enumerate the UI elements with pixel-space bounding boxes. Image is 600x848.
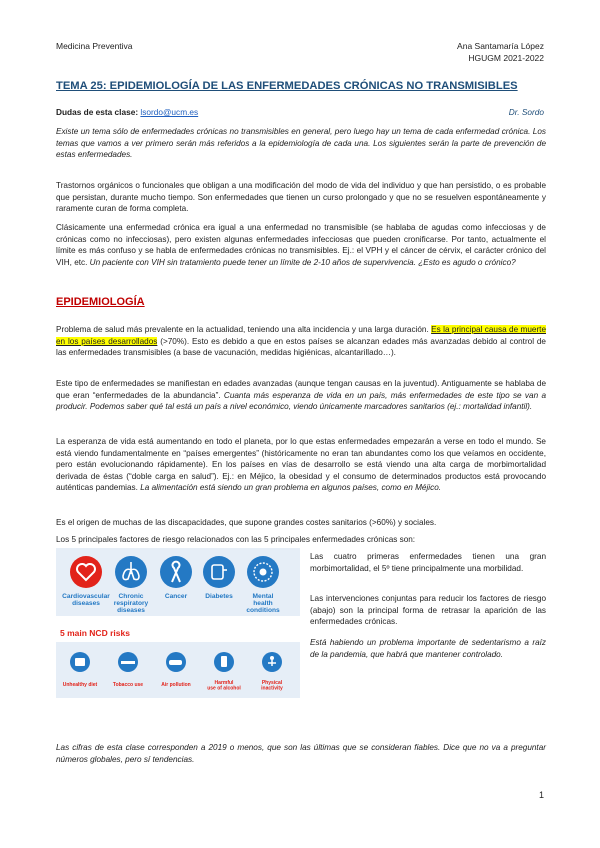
classic-paragraph <box>56 222 546 268</box>
risk-label-5: Physical <box>261 680 283 686</box>
epi1-text: Problema de salud más prevalente en la actualidad, teniendo una alta incidencia y una larga duración. <box>56 325 432 334</box>
risks-title: 5 main NCD risks <box>60 628 130 638</box>
header-hospital-year: HGUGM 2021-2022 <box>468 53 544 63</box>
closing-paragraph: Las cifras de esta clase corresponden a 2019 o menos, que son las últimas que se consideran fiables. Dice que no va a preguntar números globales, pero sí tendencias. <box>56 743 546 764</box>
intro-paragraph: Existe un tema sólo de enfermedades crónicas no transmisibles en general, pero luego hay un tema de cada enfermedad crónica. Los temas que vamos a ver primero serán más referidos a la epidemiología de cada una. Los siguientes serán la parte de prevención de estas enfermedades. <box>56 127 546 160</box>
classic-text: Clásicamente una enfermedad crónica era igual a una enfermedad no transmisible (se hablaba de agudas como infecciosas y de crónicas como no infecciosas), pero existen algunas enfermedades infecciosas que pueden cronificarse. Por tanto, actualmente el límite es más confuso y se habla de enfermedades crónicas no transmisibles. Ej.: el VPH y el cáncer de cérvix, el carácter crónico del VIH, etc. <box>56 223 546 267</box>
epi3-italic: La alimentación está siendo un gran problema en algunos países, como en Méjico. <box>140 483 442 493</box>
disease-label-1: Cardiovascular <box>62 593 110 600</box>
lungs-icon <box>115 556 147 588</box>
diabetes-meter-icon <box>203 556 235 588</box>
svg-text:Mentalhealthconditions: Mental health conditions <box>246 593 280 614</box>
highlighted-text: Es la principal causa de muerte en los países desarrollados <box>56 325 547 346</box>
svg-text:Harmfuluse of alcohol: Harmful use of alcohol <box>207 680 241 692</box>
mental-health-icon <box>247 556 279 588</box>
header-author-name: Ana Santamaría López <box>457 41 544 51</box>
disease-label-4: Diabetes <box>205 593 233 600</box>
ncd-figure <box>56 548 300 698</box>
risk-label-1: Unhealthy diet <box>62 682 98 688</box>
classic-italic: Un paciente con VIH sin tratamiento puede tener un límite de 2-10 años de supervivencia. ¿Esto es agudo o crónico? <box>89 257 516 267</box>
alcohol-icon <box>214 652 234 672</box>
epi1-text-end: (>70%). Esto es debido a que en estos países se alcanzan edades más avanzadas debido al control de las enfermedades transmisibles (a base de vacunación, medidas higiénicas, alcantarillado…). <box>56 336 546 358</box>
questions-line <box>56 107 544 117</box>
cardiovascular-icon <box>70 556 102 588</box>
side-paragraph-2: Las intervenciones conjuntas para reducir los factores de riesgo (abajo) son la principal forma de retrasar la aparición de las enfermedades crónicas. <box>310 594 546 627</box>
disease-label-5: Mental <box>252 593 274 600</box>
email-link[interactable]: lsordo@ucm.es <box>140 107 199 117</box>
svg-text:Cardiovasculardiseases: Cardiovascular diseases <box>62 593 110 607</box>
doctor-name: Dr. Sordo <box>508 107 544 117</box>
epi2-text: Este tipo de enfermedades se manifiestan en edades avanzadas (aunque tengan causas en la juventud). Antiguamente se hablaba de que eran “enfermedades de la abundancia”. <box>56 379 546 400</box>
section-title: EPIDEMIOLOGÍA <box>56 296 145 308</box>
cancer-ribbon-icon <box>160 556 192 588</box>
disease-label-2: Chronic <box>118 593 144 600</box>
risk-label-3: Air pollution <box>161 682 191 688</box>
epi-paragraph-4: Es el origen de muchas de las discapacidades, que supone grandes costes sanitarios (>60%) y sociales. <box>56 518 437 527</box>
epi-paragraph-2 <box>56 378 546 413</box>
air-pollution-icon <box>166 652 186 672</box>
page-number: 1 <box>538 790 544 800</box>
inactivity-icon <box>262 652 282 672</box>
epi-paragraph-1 <box>56 324 546 359</box>
questions-label: Dudas de esta clase: <box>56 107 141 117</box>
definition-paragraph: Trastornos orgánicos o funcionales que obligan a una modificación del modo de vida del individuo y que han persistido, o es probable que persistan, durante mucho tiempo. Son enfermedades que tienen un curso prolongado y que no se resuelven espontáneamente y raramente curan de forma completa. <box>56 181 546 214</box>
epi-paragraph-5: Los 5 principales factores de riesgo relacionados con las 5 principales enfermedades crónicas son: <box>56 535 416 544</box>
side-paragraph-3: Está habiendo un problema importante de sedentarismo a raíz de la pandemia, que habrá que mantener controlado. <box>310 638 546 659</box>
svg-text:Chronicrespiratorydiseases: Chronic respiratory diseases <box>113 593 149 614</box>
header-subject: Medicina Preventiva <box>56 41 133 51</box>
epi-paragraph-3 <box>56 436 546 494</box>
svg-text:Physicalinactivity: Physical inactivity <box>261 680 283 692</box>
side-paragraph-1: Las cuatro primeras enfermedades tienen una gran morbimortalidad, el 5º tiene principalmente una morbilidad. <box>310 552 546 573</box>
header-author <box>457 40 544 64</box>
disease-label-3: Cancer <box>164 593 188 600</box>
epi2-italic: Cuanta más esperanza de vida en un país, más enfermedades de este tipo se van a producir. Podemos saber qué tal está un país a nivel económico, viendo únicamente marcadores sanitarios (ej.: mortalidad infantil). <box>56 390 546 412</box>
tobacco-icon <box>118 652 138 672</box>
ncd-infographic <box>56 548 300 698</box>
page-title: TEMA 25: EPIDEMIOLOGÍA DE LAS ENFERMEDADES CRÓNICAS NO TRANSMISIBLES <box>56 80 518 92</box>
epi3-text: La esperanza de vida está aumentando en todo el planeta, por lo que estas enfermedades empezarán a verse en todo el mundo. Se está viendo fundamentalmente en “países emergentes” (históricamente no eran tan abundantes como los que veíamos en occidente, pero están evolucionando rápidamente). En los países en vías de desarrollo se está viendo una alta carga de morbimortalidad derivada de éstas (“doble carga en salud”). Ej.: en Méjico, la obesidad y el consumo de determinados productos está provocando auténticas pandemias. <box>56 437 546 493</box>
risk-label-4: Harmful <box>214 680 234 686</box>
risk-label-2: Tobacco use <box>112 682 144 688</box>
diet-icon <box>70 652 90 672</box>
